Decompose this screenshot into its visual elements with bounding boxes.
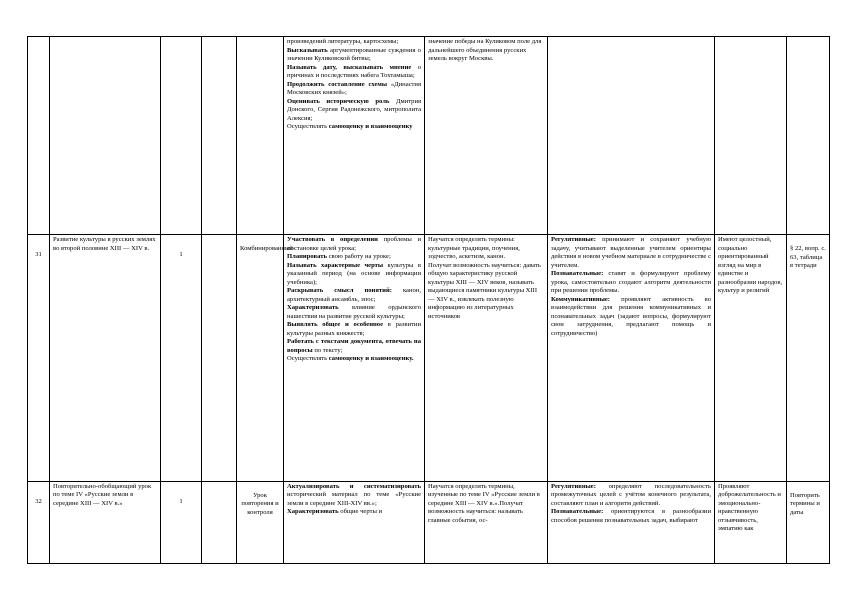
- emphasis-text: самооценку и взаимооценку.: [328, 355, 414, 363]
- emphasis-text: Высказывать: [287, 46, 328, 54]
- emphasis-text: Характеризовать: [287, 508, 339, 516]
- lesson-number: [28, 37, 50, 235]
- student-activity: [284, 481, 425, 563]
- cell-line: Осуществлять самооценку и взаимооценку.: [287, 355, 414, 363]
- cell-line: Называть дату, высказывать мнение о причинах и последствиях набега Тохтамыша;: [287, 63, 421, 79]
- lesson-topic: Повторительно-обобщающий урок по теме IV «Русские земли в середине XIII — XIV в.»: [50, 481, 161, 563]
- lesson-topic: [50, 37, 161, 235]
- cell-line: Оценивать историческую роль Дмитрия Донского, Сергия Радонежского, митрополита Алексия;: [287, 97, 422, 122]
- homework: [787, 37, 830, 235]
- cell-line: Актуализировать и систематизировать исторический материал по теме «Русские земли в середине XIII-XIV вв.»;: [287, 482, 421, 507]
- emphasis-text: Регулятивные:: [551, 236, 596, 244]
- emphasis-text: Называть характерные черты: [287, 261, 384, 269]
- personal-results: Имеют целостный, социально ориентированный взгляд на мир в единстве и разнообразии народов, культур и религий: [715, 235, 787, 481]
- emphasis-text: Участвовать в определении: [287, 236, 378, 244]
- cell-line: Выявлять общее и особенное в развитии культуры разных княжеств;: [287, 321, 421, 337]
- personal-results: [715, 37, 787, 235]
- cell-line: Характеризовать общие черты и: [287, 508, 383, 516]
- personal-results: Проявляют доброжелательность и эмоционально-нравственную отзывчивость, эмпатию как: [715, 481, 787, 563]
- table-row: [28, 481, 830, 563]
- cell-line: Регулятивные: определяют последовательность промежуточных целей с учётом конечного результата, составляют план и алгоритм действий.: [551, 482, 711, 507]
- subject-results: значение победы на Куликовом поле для дальнейшего объединения русских земель вокруг Москвы.: [425, 37, 548, 235]
- lesson-topic: Развитие культуры в русских землях во второй половине XIII — XIV в.: [50, 235, 161, 481]
- lesson-hours: 1: [161, 235, 202, 481]
- lesson-plan-table: [27, 36, 830, 564]
- emphasis-text: Актуализировать и систематизировать: [287, 482, 421, 490]
- emphasis-text: самооценку и взаимооценку: [328, 123, 413, 130]
- emphasis-text: Продолжить составление схемы: [287, 80, 388, 88]
- emphasis-text: Выявлять общее и особенное: [287, 321, 384, 329]
- cell-line: Продолжить составление схемы «Династия Московских князей»;: [287, 80, 421, 96]
- student-activity: [284, 37, 425, 235]
- lesson-hours: [161, 37, 202, 235]
- emphasis-text: Регулятивные:: [551, 482, 596, 490]
- cell-line: Участвовать в определении проблемы и постановке целей урока;: [287, 236, 422, 252]
- cell-line: Познавательные: ставят и формулируют проблему урока, самостоятельно создают алгоритм деятельности при решении проблемы.: [551, 270, 711, 295]
- meta-subject-results: [548, 235, 715, 481]
- lesson-type: [237, 37, 284, 235]
- cell-line: Познавательные: ориентируются в разнообразии способов решения познавательных задач, выбирают: [551, 508, 711, 524]
- subject-results: Научатся определять термины, изученные по теме IV «Русские земли в середине XIII — XIV в.».Получат возможность научиться: называть главные события, ос-: [425, 481, 548, 563]
- table-body: [28, 37, 830, 564]
- lesson-date: [202, 37, 237, 235]
- meta-subject-results: [548, 37, 715, 235]
- lesson-type: Комбинированный: [237, 235, 284, 481]
- lesson-date: [202, 235, 237, 481]
- emphasis-text: Планировать: [287, 253, 327, 261]
- emphasis-text: Раскрывать смысл понятий:: [287, 287, 392, 295]
- lesson-hours: 1: [161, 481, 202, 563]
- subject-results: Научатся определять термины: культурные традиции, поучения, зодчество, аскетизм, канон. Получат возможность научиться: давать общую характеристику русской культуры XIII — XIV веков, называть выдающиеся памятники культуры XIII — XIV в., извлекать полезную информацию из литературных источников: [425, 235, 548, 481]
- homework: § 22, вопр. с. 63, таблица в тетради: [787, 235, 830, 481]
- table-row: [28, 235, 830, 481]
- cell-line: Осуществлять самооценку и взаимооценку: [287, 123, 413, 130]
- emphasis-text: Работать с текстами документа, отвечать на вопросы: [287, 338, 421, 354]
- cell-line: Коммуникативные: проявляют активность во взаимодействии для решения коммуникативных и познавательных задач (задают вопросы, формулируют свои затруднения, предлагают помощь и сотрудничество): [551, 295, 711, 337]
- cell-line: Работать с текстами документа, отвечать на вопросы по тексту;: [287, 338, 421, 354]
- emphasis-text: Характеризовать: [287, 304, 339, 312]
- cell-line: Раскрывать смысл понятий: канон, архитектурный ансамбль, эпос;: [287, 287, 421, 303]
- emphasis-text: Называть дату, высказывать мнение: [287, 63, 412, 71]
- cell-line: Высказывать аргументированные суждения о значении Куликовской битвы;: [287, 46, 421, 62]
- lesson-type: Урок повторения и контроля: [237, 481, 284, 563]
- cell-line: Называть характерные черты культуры в указанный период (на основе информации учебника);: [287, 261, 421, 286]
- emphasis-text: Коммуникативные:: [551, 295, 610, 303]
- lesson-number: 31: [28, 235, 50, 481]
- cell-line: Характеризовать влияние ордынского нашествия на развитие русской культуры;: [287, 304, 421, 320]
- emphasis-text: Познавательные:: [551, 508, 604, 516]
- meta-subject-results: [548, 481, 715, 563]
- homework: Повторить термины и даты: [787, 481, 830, 563]
- cell-line: произведений литературы, картосхемы;: [287, 38, 399, 45]
- lesson-number: 32: [28, 481, 50, 563]
- table-row: [28, 37, 830, 235]
- cell-line: Регулятивные: принимают и сохраняют учебную задачу, учитывают выделенные учителем ориентиры действия в новом учебном материале в сотрудничестве с учителем.: [551, 236, 711, 269]
- lesson-date: [202, 481, 237, 563]
- emphasis-text: Оценивать историческую роль: [287, 97, 390, 105]
- emphasis-text: Познавательные:: [551, 270, 604, 278]
- student-activity: [284, 235, 425, 481]
- cell-line: Планировать свою работу на уроке;: [287, 253, 391, 261]
